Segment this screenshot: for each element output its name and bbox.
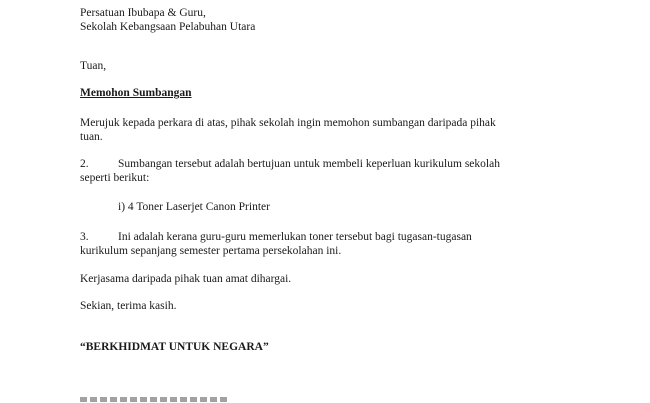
recipient-line-1: Persatuan Ibubapa & Guru,	[80, 7, 206, 19]
paragraph-2-line-1: Sumbangan tersebut adalah bertujuan untuk membeli keperluan kurikulum sekolah	[118, 158, 500, 170]
paragraph-1-line-2: tuan.	[80, 131, 103, 143]
closing-line: Sekian, terima kasih.	[80, 300, 177, 312]
recipient-line-2: Sekolah Kebangsaan Pelabuhan Utara	[80, 21, 256, 33]
paragraph-4: Kerjasama daripada pihak tuan amat dihargai.	[80, 273, 292, 285]
salutation: Tuan,	[80, 60, 107, 72]
paragraph-3-line-1: Ini adalah kerana guru-guru memerlukan toner tersebut bagi tugasan-tugasan	[118, 231, 472, 243]
list-item-1: i) 4 Toner Laserjet Canon Printer	[118, 201, 270, 213]
paragraph-3-line-2: kurikulum sepanjang semester pertama persekolahan ini.	[80, 245, 342, 257]
paragraph-2-number: 2.	[80, 158, 89, 170]
motto: “BERKHIDMAT UNTUK NEGARA”	[80, 341, 269, 353]
paragraph-2-line-2: seperti berikut:	[80, 172, 150, 184]
paragraph-1-line-1: Merujuk kepada perkara di atas, pihak sekolah ingin memohon sumbangan daripada pihak	[80, 117, 496, 129]
paragraph-3-number: 3.	[80, 231, 89, 243]
subject-heading: Memohon Sumbangan	[80, 87, 192, 99]
cropped-signature-line	[80, 389, 230, 403]
